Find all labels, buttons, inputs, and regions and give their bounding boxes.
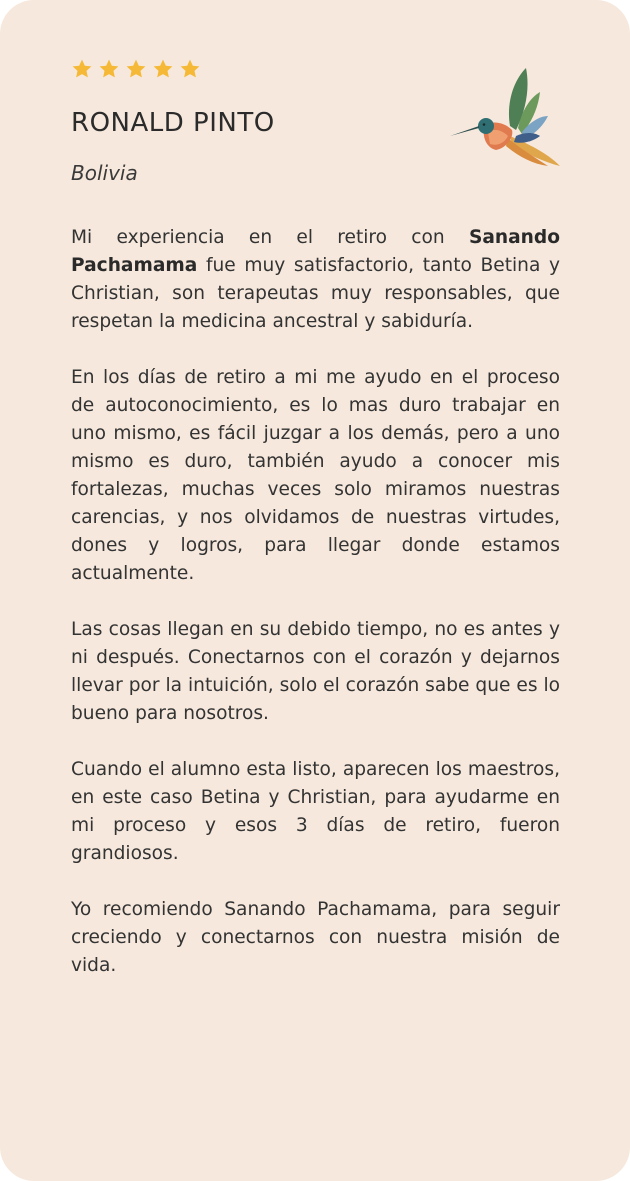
- star-icon: [98, 58, 120, 80]
- reviewer-name: RONALD PINTO: [71, 108, 275, 138]
- testimonial-paragraph: Las cosas llegan en su debido tiempo, no es antes y ni después. Conectarnos con el corazón y dejarnos llevar por la intuición, solo el corazón sabe que es lo bueno para nosotros.: [71, 619, 560, 724]
- brand-name: Sanando Pachamama: [71, 227, 560, 276]
- testimonial-paragraph: Yo recomiendo Sanando Pachamama, para seguir creciendo y conectarnos con nuestra misión de vida.: [71, 899, 560, 976]
- hummingbird-icon: [448, 66, 563, 170]
- testimonial-paragraph: Cuando el alumno esta listo, aparecen los maestros, en este caso Betina y Christian, para ayudarme en mi proceso y esos 3 días de retiro, fueron grandiosos.: [71, 759, 560, 864]
- testimonial-paragraph: En los días de retiro a mi me ayudo en el proceso de autoconocimiento, es lo mas duro trabajar en uno mismo, es fácil juzgar a los demás, pero a uno mismo es duro, también ayudo a conocer mis fortalezas, muchas veces solo miramos nuestras carencias, y nos olvidamos de nuestras virtudes, dones y logros, para llegar donde estamos actualmente.: [71, 367, 560, 584]
- star-icon: [152, 58, 174, 80]
- testimonial-text: [71, 224, 560, 1008]
- star-icon: [179, 58, 201, 80]
- testimonial-paragraph: Mi experiencia en el retiro con Sanando Pachamama fue muy satisfactorio, tanto Betina y Christian, son terapeutas muy responsables, que respetan la medicina ancestral y sabiduría.: [71, 227, 560, 332]
- star-icon: [125, 58, 147, 80]
- reviewer-country: Bolivia: [71, 161, 138, 185]
- rating-stars: [71, 58, 201, 80]
- star-icon: [71, 58, 93, 80]
